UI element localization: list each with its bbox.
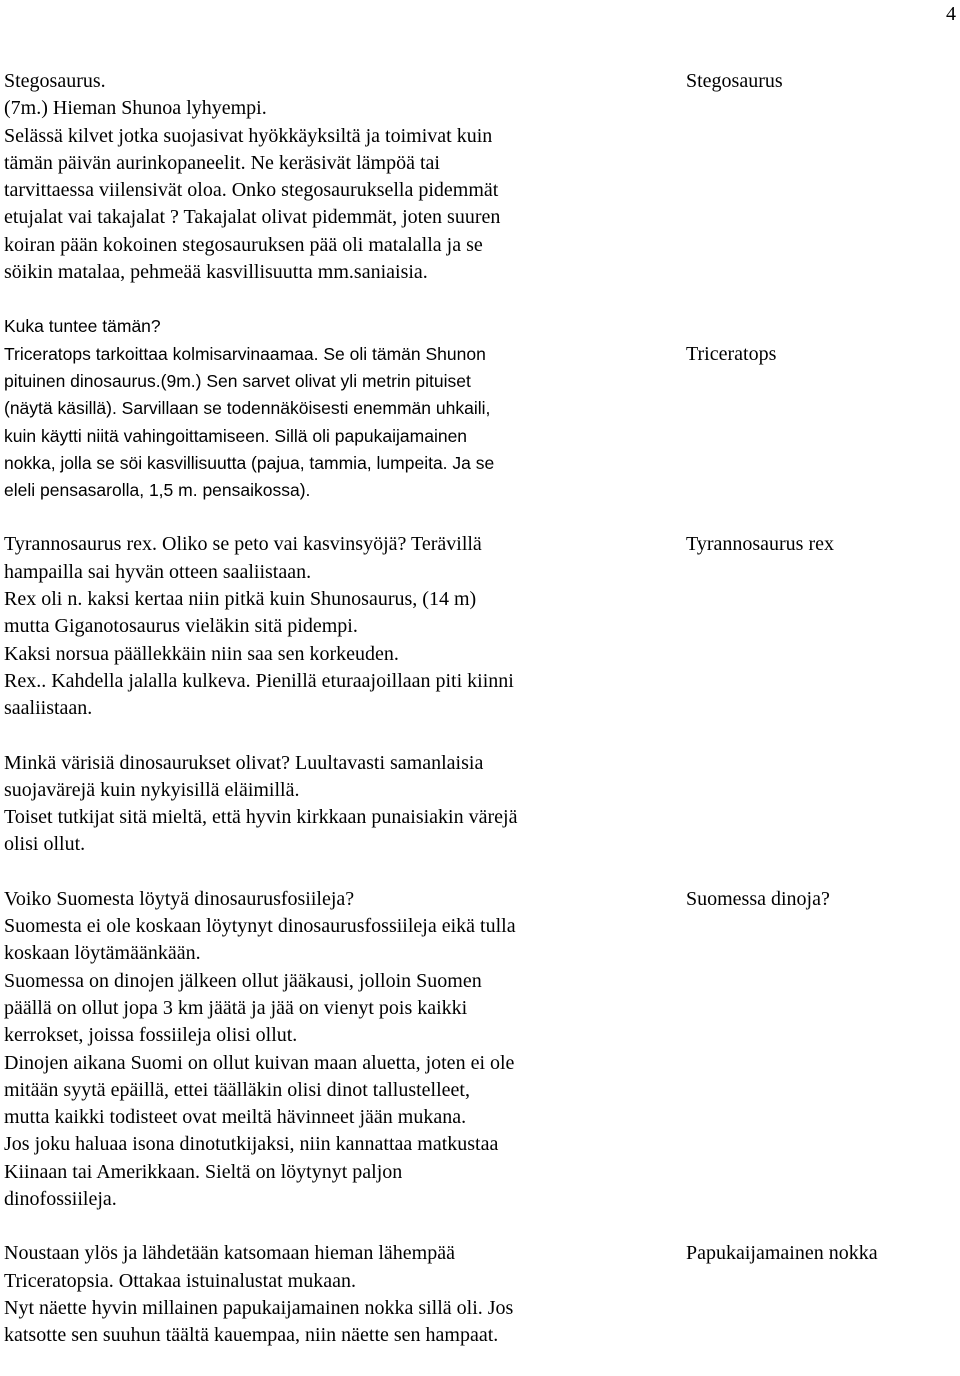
text-line: päällä on ollut jopa 3 km jäätä ja jää on vienyt pois kaikki	[4, 996, 468, 1019]
section-text	[4, 68, 624, 286]
text-line: olisi ollut.	[4, 833, 86, 856]
text-line: mutta Giganotosaurus vieläkin sitä pidempi.	[4, 615, 358, 638]
text-line: saaliistaan.	[4, 697, 93, 720]
side-note-tyrannosaurus: Tyrannosaurus rex	[686, 533, 834, 556]
section-triceratops	[4, 313, 944, 504]
side-note-triceratops: Triceratops	[686, 342, 777, 365]
side-note-parrot-beak: Papukaijamainen nokka	[686, 1242, 878, 1265]
text-line: Stegosaurus.	[4, 70, 106, 92]
text-line: mutta kaikki todisteet ovat meiltä hävinneet jään mukana.	[4, 1106, 467, 1129]
text-line: Dinojen aikana Suomi on ollut kuivan maan aluetta, joten ei ole	[4, 1051, 515, 1074]
text-line: Triceratopsia. Ottakaa istuinalustat mukaan.	[4, 1269, 356, 1292]
text-line: Suomesta ei ole koskaan löytynyt dinosaurusfossiileja eikä tulla	[4, 915, 516, 938]
section-text	[4, 750, 624, 859]
text-line: katsotte sen suuhun täältä kauempaa, niin näette sen hampaat.	[4, 1324, 499, 1347]
text-line: Noustaan ylös ja lähdetään katsomaan hieman lähempää	[4, 1242, 455, 1265]
text-line: mitään syytä epäillä, ettei täälläkin olisi dinot tallustelleet,	[4, 1078, 470, 1101]
text-line: Kiinaan tai Amerikkaan. Sieltä on löytynyt paljon	[4, 1160, 403, 1183]
text-line: Triceratops tarkoittaa kolmisarvinaamaa. Se oli tämän Shunon	[4, 343, 486, 364]
section-stegosaurus	[4, 68, 944, 286]
section-text	[4, 886, 624, 1214]
section-tyrannosaurus	[4, 531, 944, 722]
text-line: suojavärejä kuin nykyisillä eläimillä.	[4, 778, 300, 801]
text-line: tarvittaessa viilensivät oloa. Onko stegosauruksella pidemmät	[4, 179, 499, 202]
text-line: kuin käytti niitä vahingoittamiseen. Sillä oli papukaijamainen	[4, 425, 468, 446]
section-finland-fossils	[4, 886, 944, 1214]
section-colors	[4, 750, 944, 859]
text-line: Toiset tutkijat sitä mieltä, että hyvin kirkkaan punaisiakin värejä	[4, 806, 518, 829]
text-line: Voiko Suomesta löytyä dinosaurusfosiileja?	[4, 887, 355, 910]
section-text	[4, 531, 624, 722]
text-line: Rex oli n. kaksi kertaa niin pitkä kuin Shunosaurus, (14 m)	[4, 588, 477, 611]
text-line: Rex.. Kahdella jalalla kulkeva. Pienillä eturaajoillaan piti kiinni	[4, 669, 514, 692]
text-line: Kaksi norsua päällekkäin niin saa sen korkeuden.	[4, 642, 399, 665]
side-note-stegosaurus: Stegosaurus	[686, 70, 783, 92]
text-line: Suomessa on dinojen jälkeen ollut jääkausi, jolloin Suomen	[4, 969, 482, 992]
text-line: Minkä värisiä dinosaurukset olivat? Luultavasti samanlaisia	[4, 751, 484, 774]
text-line: Jos joku haluaa isona dinotutkijaksi, niin kannattaa matkustaa	[4, 1133, 499, 1156]
text-line: Kuka tuntee tämän?	[4, 316, 161, 337]
text-line: kerrokset, joissa fossiileja olisi ollut.	[4, 1024, 298, 1047]
text-line: söikin matalaa, pehmeää kasvillisuutta mm.saniaisia.	[4, 261, 428, 284]
side-note-empty	[686, 750, 942, 859]
section-text	[4, 313, 624, 504]
text-line: dinofossiileja.	[4, 1187, 117, 1210]
text-line: (näytä käsillä). Sarvillaan se todennäköisesti enemmän uhkaili,	[4, 398, 491, 419]
page-number: 4	[946, 3, 956, 25]
text-line: koiran pään kokoinen stegosauruksen pää oli matalalla ja se	[4, 233, 483, 256]
section-parrot-beak	[4, 1240, 944, 1349]
text-line: Nyt näette hyvin millainen papukaijamainen nokka sillä oli. Jos	[4, 1296, 514, 1319]
text-line: Tyrannosaurus rex. Oliko se peto vai kasvinsyöjä? Terävillä	[4, 533, 482, 556]
side-note-finland: Suomessa dinoja?	[686, 887, 830, 910]
text-line: etujalat vai takajalat ? Takajalat olivat pidemmät, joten suuren	[4, 206, 501, 229]
text-line: Selässä kilvet jotka suojasivat hyökkäyksiltä ja toimivat kuin	[4, 124, 493, 147]
text-line: (7m.) Hieman Shunoa lyhyempi.	[4, 97, 267, 120]
text-line: koskaan löytämäänkään.	[4, 942, 201, 965]
text-line: nokka, jolla se söi kasvillisuutta (pajua, tammia, lumpeita. Ja se	[4, 452, 495, 473]
text-line: tämän päivän aurinkopaneelit. Ne keräsivät lämpöä tai	[4, 151, 440, 174]
section-text	[4, 1240, 624, 1349]
text-line: hampailla sai hyvän otteen saaliistaan.	[4, 560, 312, 583]
text-line: eleli pensasarolla, 1,5 m. pensaikossa).	[4, 480, 311, 501]
document-body	[4, 68, 944, 1376]
text-line: pituinen dinosaurus.(9m.) Sen sarvet olivat yli metrin pituiset	[4, 370, 471, 391]
